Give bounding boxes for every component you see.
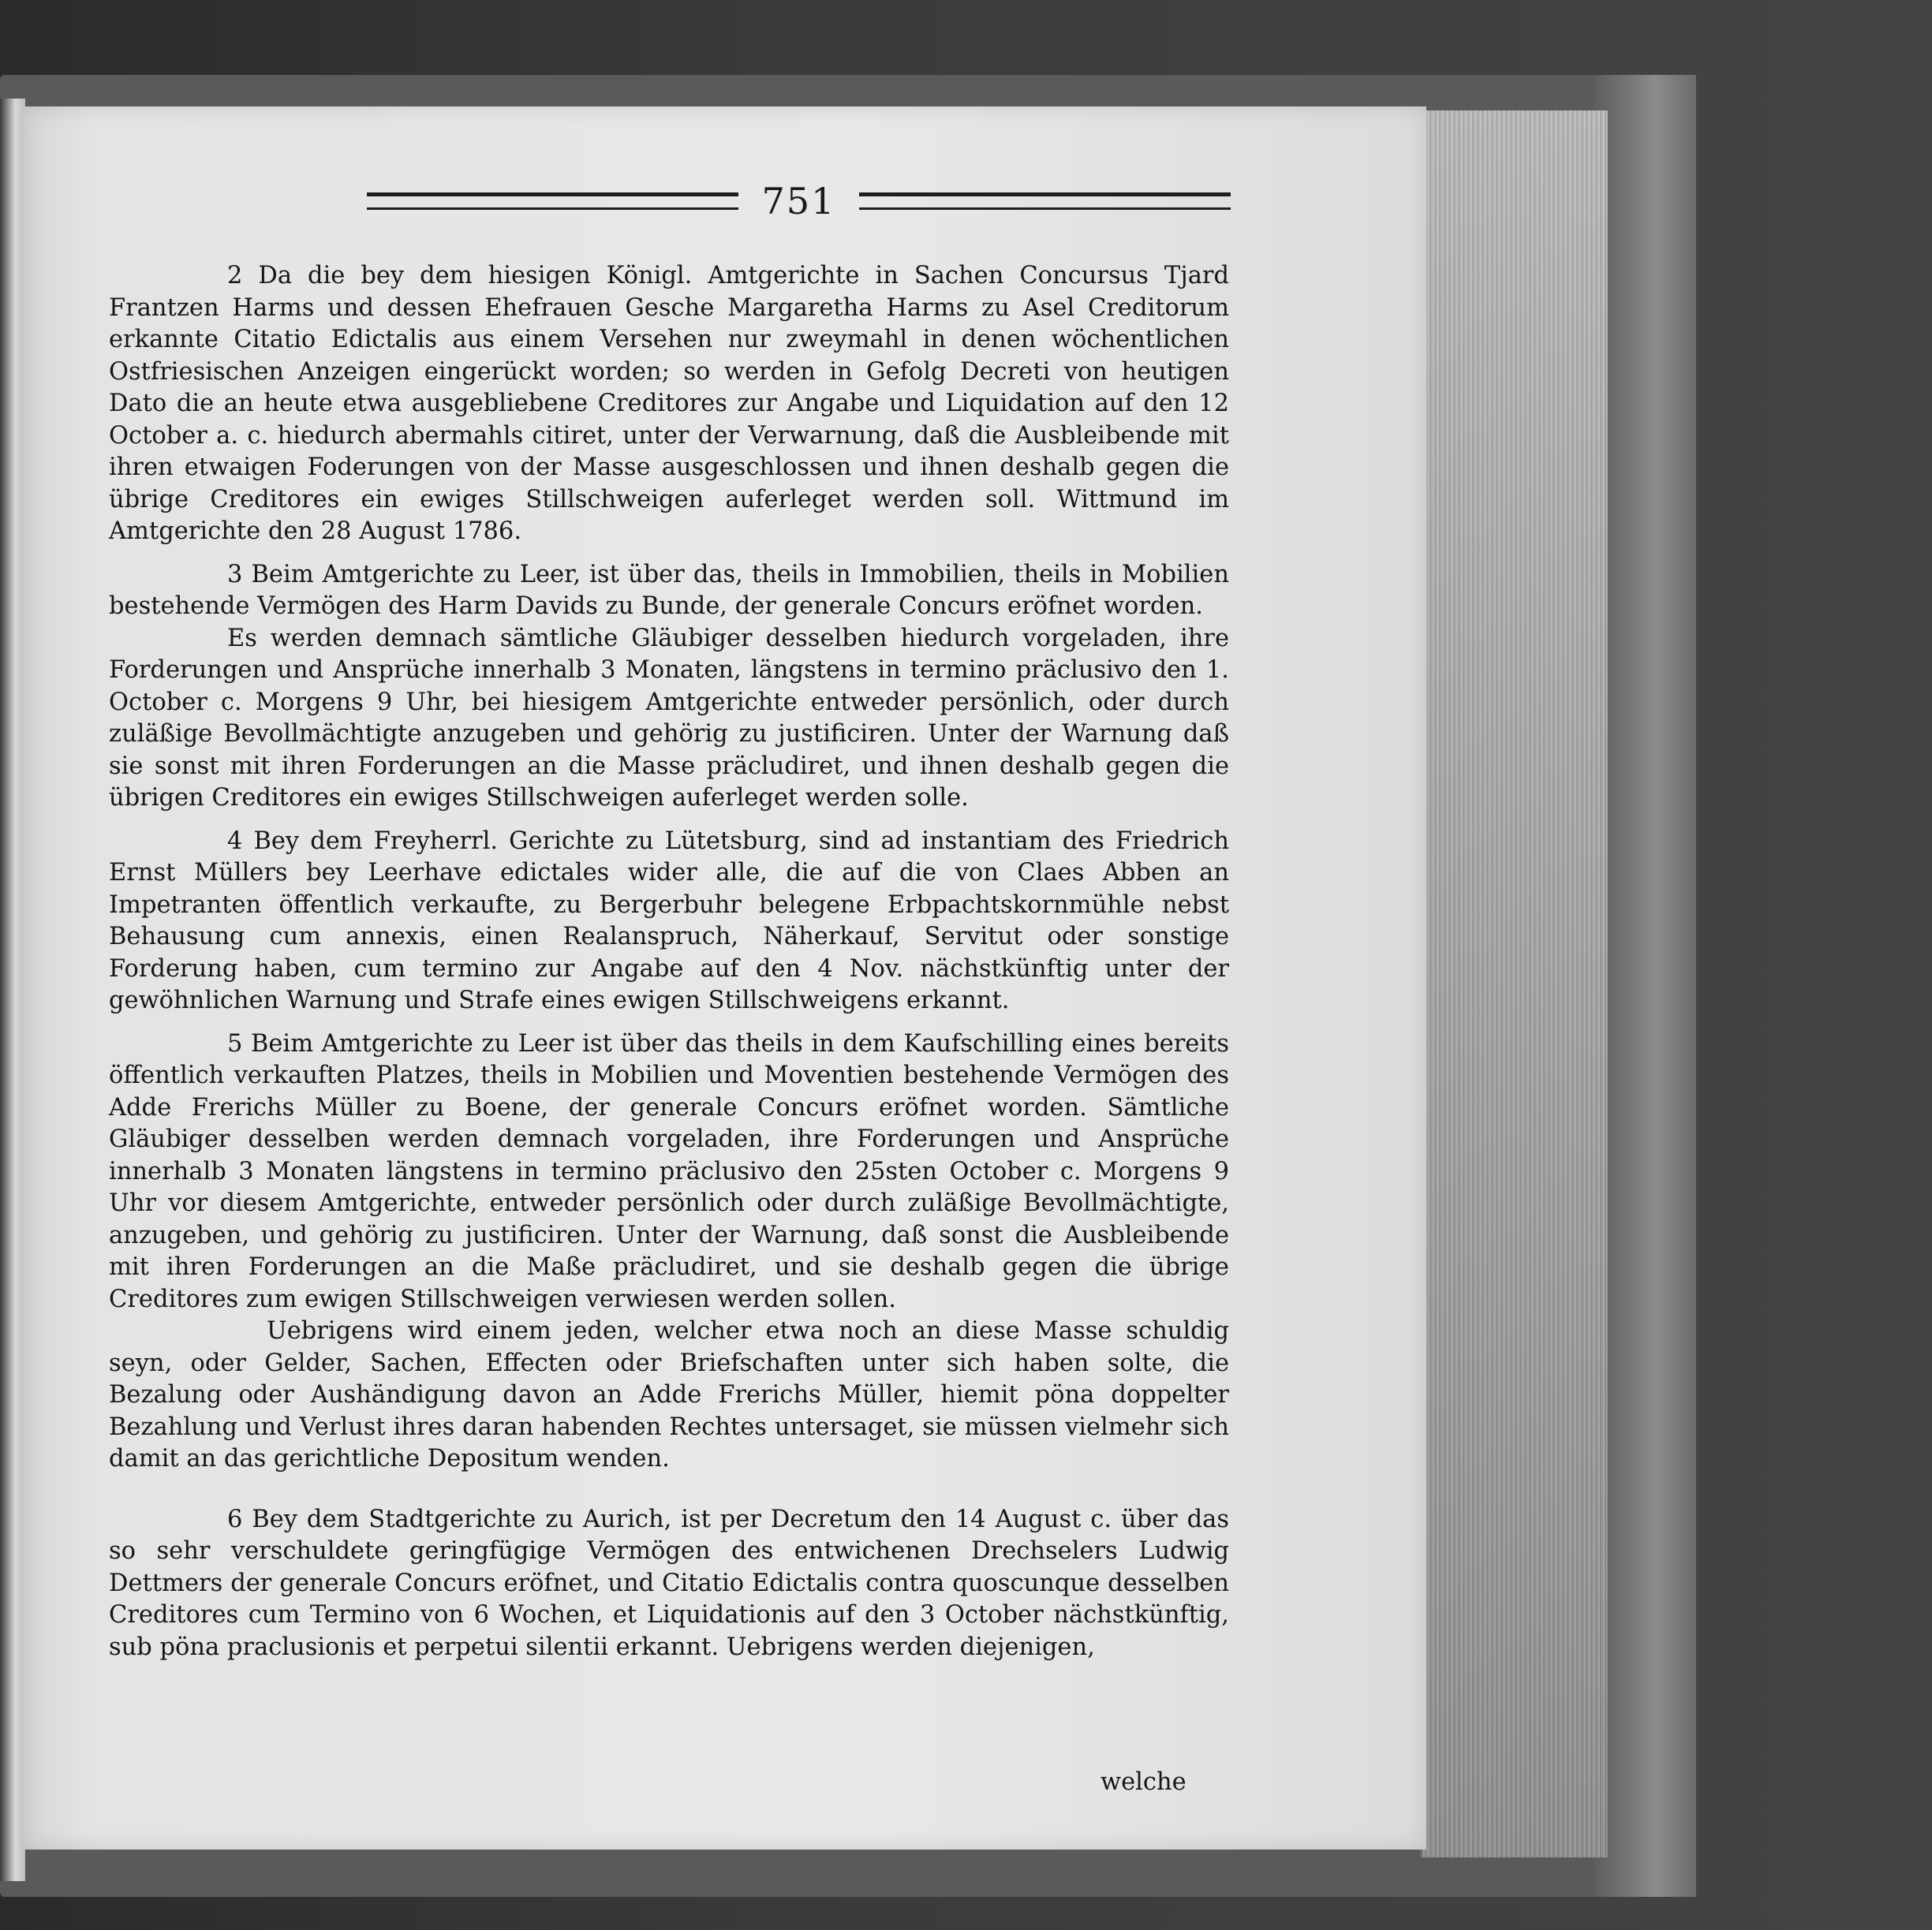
book-spine-edge: [1594, 75, 1696, 1897]
paragraph-5-continued: Uebrigens wird einem jeden, welcher etwa noch an diese Masse schuldig seyn, oder Gelder, Sachen, Effecten oder Briefschaften unter sich haben solte, die Bezalung oder Aushändigung davon an Adde Frerichs Müller, hiemit pöna doppelter Bezahlung und Verlust ihres daran habenden Rechtes untersaget, sie müssen vielmehr sich damit an das gerichtliche Depositum wenden.: [109, 1317, 1229, 1473]
catchword: welche: [1101, 1768, 1186, 1796]
page-header: [367, 181, 1231, 221]
header-rule-right: [859, 192, 1231, 210]
page-edges: [1420, 110, 1608, 1857]
paragraph-3: 3 Beim Amtgerichte zu Leer, ist über das, theils in Immobilien, theils in Mobilien bestehende Vermögen des Harm Davids zu Bunde, der generale Concurs eröfnet worden.: [109, 560, 1229, 620]
paragraph-5: 5 Beim Amtgerichte zu Leer ist über das theils in dem Kaufschilling eines bereits öffentlich verkauften Platzes, theils in Mobilien und Moventien bestehende Vermögen des Adde Frerichs Müller zu Boene, der generale Concurs eröfnet worden. Sämtliche Gläubiger desselben werden demnach vorgeladen, ihre Forderungen und Ansprüche innerhalb 3 Monaten längstens in termino präclusivo den 25sten October c. Morgens 9 Uhr vor diesem Amtgerichte, entweder persönlich oder durch zuläßige Bevollmächtigte, anzugeben, und gehörig zu justificiren. Unter der Warnung, daß sonst die Ausbleibende mit ihren Forderungen an die Maße präcludiret, und sie deshalb gegen die übrige Creditores zum ewigen Stillschweigen verwiesen werden sollen.: [109, 1029, 1229, 1313]
header-rule-left: [367, 192, 738, 210]
paragraph-4: 4 Bey dem Freyherrl. Gerichte zu Lütetsburg, sind ad instantiam des Friedrich Ernst Müllers bey Leerhave edictales wider alle, die auf die von Claes Abben an Impetranten öffentlich verkaufte, zu Bergerbuhr belegene Erbpachtskornmühle nebst Behausung cum annexis, einen Realanspruch, Näherkauf, Servitut oder sonstige Forderung haben, cum termino zur Angabe auf den 4 Nov. nächstkünftig unter der gewöhnlichen Warnung und Strafe eines ewigen Stillschweigens erkannt.: [109, 827, 1229, 1014]
page-text: [109, 260, 1229, 1663]
page-number: 751: [761, 180, 836, 222]
paragraph-2: 2 Da die bey dem hiesigen Königl. Amtgerichte in Sachen Concursus Tjard Frantzen Harms und dessen Ehefrauen Gesche Margaretha Harms zu Asel Creditorum erkannte Citatio Edictalis aus einem Versehen nur zweymahl in denen wöchentlichen Ostfriesischen Anzeigen eingerückt worden; so werden in Gefolg Decreti von heutigen Dato die an heute etwa ausgebliebene Creditores zur Angabe und Liquidation auf den 12 October a. c. hiedurch abermahls citiret, unter der Verwarnung, daß die Ausbleibende mit ihren etwaigen Foderungen von der Masse ausgeschlossen und ihnen deshalb gegen die übrige Creditores ein ewiges Stillschweigen auferleget werden soll. Wittmund im Amtgerichte den 28 August 1786.: [109, 262, 1229, 545]
paragraph-3-continued: Es werden demnach sämtliche Gläubiger desselben hiedurch vorgeladen, ihre Forderungen und Ansprüche innerhalb 3 Monaten, längstens in termino präclusivo den 1. October c. Morgens 9 Uhr, bei hiesigem Amtgerichte entweder persönlich, oder durch zuläßige Bevollmächtigte anzugeben und gehörig zu justificiren. Unter der Warnung daß sie sonst mit ihren Forderungen an die Masse präcludiret, und ihnen deshalb gegen die übrigen Creditores ein ewiges Stillschweigen auferleget werden solle.: [109, 624, 1229, 812]
paragraph-6: 6 Bey dem Stadtgerichte zu Aurich, ist per Decretum den 14 August c. über das so sehr verschuldete geringfügige Vermögen des entwichenen Drechselers Ludwig Dettmers der generale Concurs eröfnet, und Citatio Edictalis contra quoscunque desselben Creditores cum Termino von 6 Wochen, et Liquidationis auf den 3 October nächstkünftig, sub pöna praclusionis et perpetui silentii erkannt. Uebrigens werden diejenigen,: [109, 1505, 1229, 1661]
